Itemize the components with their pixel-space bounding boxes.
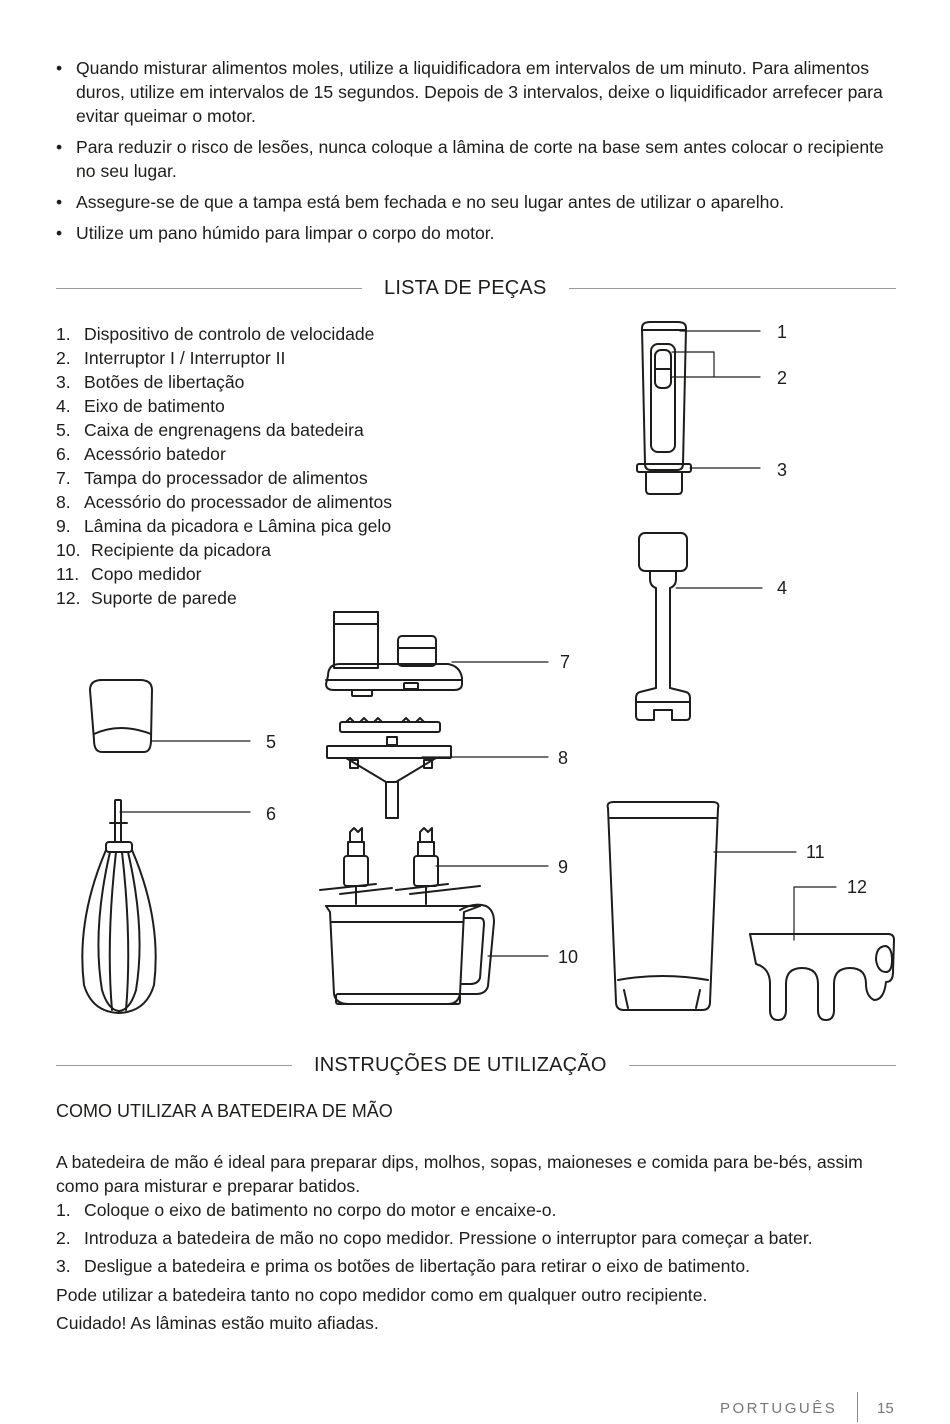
instructions-note: Pode utilizar a batedeira tanto no copo medidor como em qualquer outro recipiente. bbox=[56, 1285, 708, 1305]
step-item: 1. Coloque o eixo de batimento no corpo do motor e encaixe-o. bbox=[56, 1200, 557, 1220]
safety-bullet: • Utilize um pano húmido para limpar o corpo do motor. bbox=[56, 221, 904, 245]
parts-list-item: 6. Acessório batedor bbox=[56, 444, 226, 464]
callout-number: 9 bbox=[558, 857, 569, 877]
instructions-section-title: INSTRUÇÕES DE UTILIZAÇÃO bbox=[314, 1053, 607, 1076]
blending-shaft-drawing bbox=[636, 533, 690, 720]
parts-list-item: 1. Dispositivo de controlo de velocidade bbox=[56, 324, 375, 344]
whisk-drawing bbox=[82, 800, 155, 1013]
parts-list-item: 7. Tampa do processador de alimentos bbox=[56, 468, 368, 488]
parts-list-item: 4. Eixo de batimento bbox=[56, 396, 225, 416]
callout-number: 6 bbox=[266, 804, 277, 824]
instructions-subtitle: COMO UTILIZAR A BATEDEIRA DE MÃO bbox=[56, 1101, 393, 1121]
parts-section-title: LISTA DE PEÇAS bbox=[384, 276, 547, 299]
parts-list-item: 9. Lâmina da picadora e Lâmina pica gelo bbox=[56, 516, 392, 536]
wall-bracket-drawing bbox=[750, 934, 894, 1020]
whisk-gearbox-drawing bbox=[90, 680, 152, 752]
measuring-beaker-drawing bbox=[608, 802, 719, 1010]
parts-list-item: 12. Suporte de parede bbox=[56, 588, 237, 608]
divider bbox=[629, 1065, 896, 1066]
instructions-steps bbox=[56, 1198, 916, 1282]
parts-list-item: 3. Botões de libertação bbox=[56, 372, 245, 392]
callout-number: 2 bbox=[777, 368, 788, 388]
callout-number: 11 bbox=[806, 842, 825, 862]
instructions-warning: Cuidado! As lâminas estão muito afiadas. bbox=[56, 1313, 379, 1333]
callout-number: 5 bbox=[266, 732, 277, 752]
processor-lid-drawing bbox=[326, 612, 462, 696]
processor-attachment-drawing bbox=[327, 718, 451, 818]
step-item: 2. Introduza a batedeira de mão no copo medidor. Pressione o interruptor para começar a bater. bbox=[56, 1228, 813, 1248]
instructions-intro: A batedeira de mão é ideal para preparar dips, molhos, sopas, maioneses e comida para be-bés, assim como para misturar e preparar batidos. bbox=[56, 1152, 863, 1196]
callout-number: 4 bbox=[777, 578, 788, 598]
callout-line-12 bbox=[794, 887, 836, 940]
parts-list-item: 8. Acessório do processador de alimentos bbox=[56, 492, 393, 512]
safety-bullet: • Quando misturar alimentos moles, utilize a liquidificadora em intervalos de um minuto. Para alimentos duros, utilize em intervalos de 15 segundos. Depois de 3 intervalos, deixe o liquidificador arrefecer para evitar queimar o motor. bbox=[56, 56, 904, 128]
page-number: 15 bbox=[877, 1400, 894, 1417]
callout-number: 12 bbox=[847, 877, 868, 897]
footer-divider bbox=[857, 1392, 858, 1422]
step-item: 3. Desligue a batedeira e prima os botões de libertação para retirar o eixo de batimento. bbox=[56, 1256, 751, 1276]
parts-list-item: 2. Interruptor I / Interruptor II bbox=[56, 348, 286, 368]
callout-number: 8 bbox=[558, 748, 569, 768]
instructions-section-header bbox=[56, 1053, 896, 1077]
callout-number: 10 bbox=[558, 947, 579, 967]
parts-list-item: 5. Caixa de engrenagens da batedeira bbox=[56, 420, 364, 440]
divider bbox=[56, 1065, 292, 1066]
callout-number: 1 bbox=[777, 322, 788, 342]
motor-body-drawing bbox=[637, 322, 691, 494]
chopper-bowl-drawing bbox=[326, 905, 494, 1004]
parts-list-item: 10. Recipiente da picadora bbox=[56, 540, 271, 560]
footer-language: PORTUGUÊS bbox=[720, 1400, 838, 1417]
safety-bullet: • Assegure-se de que a tampa está bem fechada e no seu lugar antes de utilizar o aparelho. bbox=[56, 190, 904, 214]
parts-list-item: 11. Copo medidor bbox=[56, 564, 202, 584]
callout-number: 7 bbox=[560, 652, 571, 672]
safety-bullet: • Para reduzir o risco de lesões, nunca coloque a lâmina de corte na base sem antes colocar o recipiente no seu lugar. bbox=[56, 135, 904, 183]
callout-number: 3 bbox=[777, 460, 788, 480]
